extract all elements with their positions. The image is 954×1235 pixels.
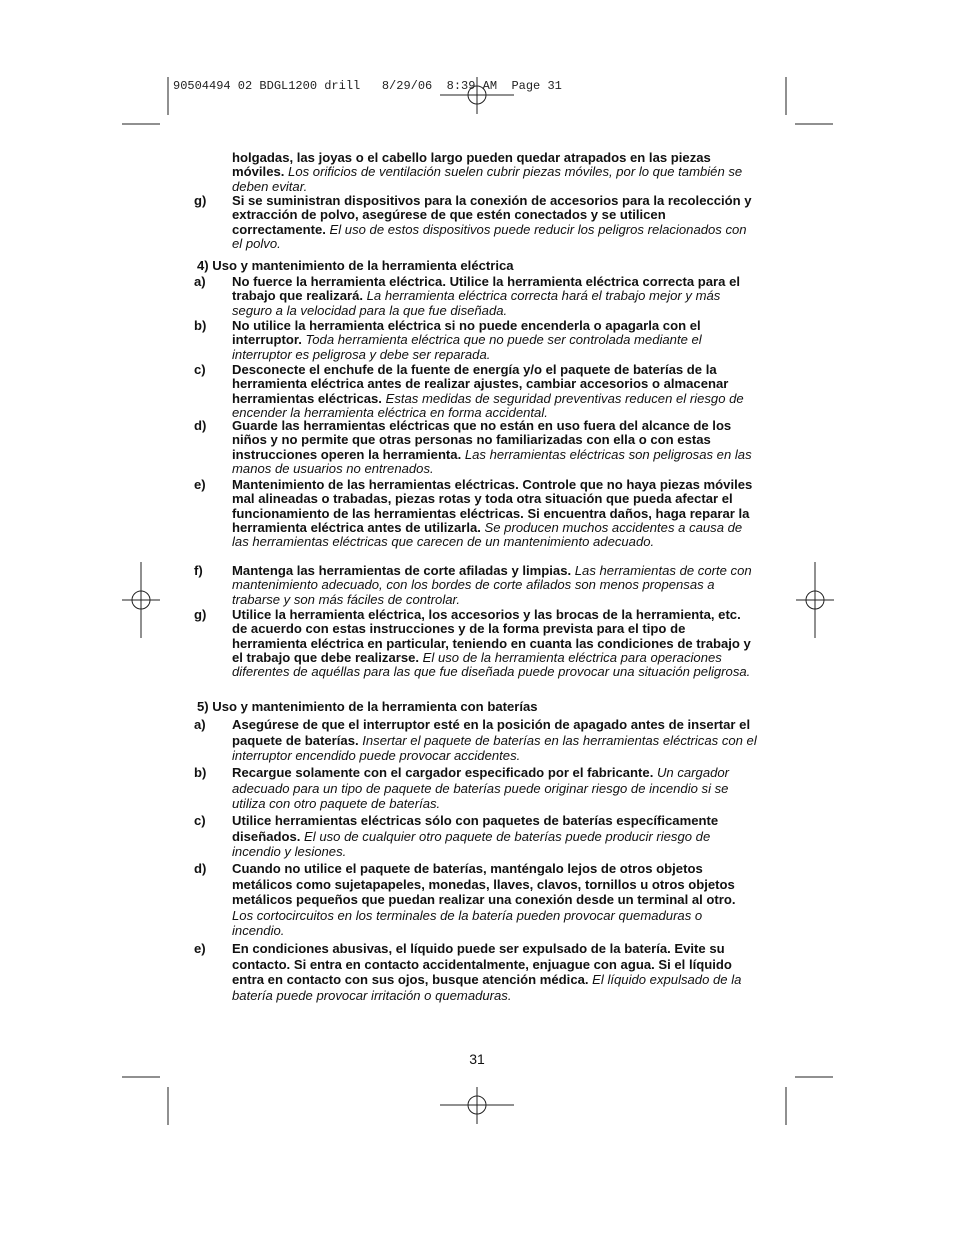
item-label: g) xyxy=(194,193,207,208)
list-item xyxy=(194,362,758,420)
item-bold: Mantenga las herramientas de corte afiladas y limpias. xyxy=(232,563,572,578)
section-heading: 4) Uso y mantenimiento de la herramienta eléctrica xyxy=(197,258,514,273)
list-item xyxy=(194,813,758,860)
section-heading: 5) Uso y mantenimiento de la herramienta con baterías xyxy=(197,699,538,714)
list-item xyxy=(194,318,758,362)
item-label: e) xyxy=(194,941,206,956)
list-item xyxy=(194,274,758,318)
item-bold: Desconecte el enchufe de la fuente de energía y/o el paquete de baterías de la herramienta eléctrica antes de realizar ajustes, cambiar accesorios o almacenar herramientas eléctricas. xyxy=(232,362,729,406)
item-bold: Guarde las herramientas eléctricas que no están en uso fuera del alcance de los niños y no permite que otras personas no familiarizadas con ella o con estas instrucciones operen la herramienta. xyxy=(232,418,732,462)
item-italic: La herramienta eléctrica correcta hará el trabajo mejor y más seguro a la velocidad para la que fue diseñada. xyxy=(232,288,721,318)
continuation-paragraph xyxy=(232,151,762,194)
list-item xyxy=(194,193,758,251)
item-bold: No fuerce la herramienta eléctrica. Utilice la herramienta eléctrica correcta para el trabajo que realizará. xyxy=(232,274,740,304)
item-italic: El uso de cualquier otro paquete de baterías puede producir riesgo de incendio y lesiones. xyxy=(232,828,711,860)
item-bold: Mantenimiento de las herramientas eléctricas. Controle que no haya piezas móviles mal alineadas o trabadas, piezas rotas y toda otra situación que pueda afectar el funcionamiento de las herramientas eléctricas. Si encuentra daños, haga reparar la herramienta eléctrica antes de utilizarla. xyxy=(232,477,753,535)
list-item xyxy=(194,477,758,550)
page-number: 31 xyxy=(469,1051,485,1067)
item-italic: El líquido expulsado de la batería puede provocar irritación o quemaduras. xyxy=(232,972,742,1003)
item-bold: No utilice la herramienta eléctrica si no puede encenderla o apagarla con el interruptor. xyxy=(232,318,701,348)
item-italic: Las herramientas de corte con mantenimiento adecuado, con los bordes de corte afilados son menos propensas a trabarse y son más fáciles de controlar. xyxy=(232,563,752,607)
item-bold: Utilice herramientas eléctricas sólo con paquetes de baterías específicamente diseñados. xyxy=(232,813,719,844)
item-italic: Los cortocircuitos en los terminales de la batería pueden provocar quemaduras o incendio. xyxy=(232,907,703,939)
item-label: c) xyxy=(194,813,206,828)
item-label: d) xyxy=(194,861,207,876)
item-label: c) xyxy=(194,362,206,377)
item-italic: El uso de estos dispositivos puede reducir los peligros relacionados con el polvo. xyxy=(232,221,747,251)
item-label: b) xyxy=(194,318,207,333)
item-label: g) xyxy=(194,607,207,622)
item-bold: Asegúrese de que el interruptor esté en la posición de apagado antes de insertar el paquete de baterías. xyxy=(232,717,751,748)
item-italic: Un cargador adecuado para un tipo de paquete de baterías puede originar riesgo de incendio si se utiliza con otro paquete de baterías. xyxy=(232,765,730,812)
item-bold: Utilice la herramienta eléctrica, los accesorios y las brocas de la herramienta, etc. de acuerdo con estas instrucciones y de la forma prevista para el tipo de herramienta eléctrica en particular, teniendo en cuanta las condiciones de trabajo y el trabajo que debe realizarse. xyxy=(232,607,751,665)
item-label: e) xyxy=(194,477,206,492)
item-italic: Insertar el paquete de baterías en las herramientas eléctricas con el interruptor encendido puede provocar accidentes. xyxy=(232,732,757,764)
list-item xyxy=(194,563,758,607)
item-label: f) xyxy=(194,563,203,578)
list-item xyxy=(194,941,758,1003)
list-item xyxy=(194,765,758,812)
item-label: b) xyxy=(194,765,207,780)
item-italic: El uso de la herramienta eléctrica para operaciones diferentes de aquéllas para las que fue diseñada puede provocar una situación peligrosa. xyxy=(232,649,751,680)
list-item xyxy=(194,861,758,939)
item-bold: Si se suministran dispositivos para la conexión de accesorios para la recolección y extracción de polvo, asegúrese de que estén conectados y se utilicen correctamente. xyxy=(232,193,752,237)
list-item xyxy=(194,607,758,680)
item-bold: Recargue solamente con el cargador especificado por el fabricante. xyxy=(232,765,654,780)
continuation-italic: Los orificios de ventilación suelen cubrir piezas móviles, por lo que también se deben evitar. xyxy=(232,164,743,194)
print-slug: 90504494 02 BDGL1200 drill 8/29/06 8:39 AM Page 31 xyxy=(173,79,562,93)
item-label: a) xyxy=(194,717,206,732)
item-italic: Se producen muchos accidentes a causa de las herramientas eléctricas que carecen de un mantenimiento adecuado. xyxy=(232,519,743,550)
item-bold: En condiciones abusivas, el líquido puede ser expulsado de la batería. Evite su contacto. Si entra en contacto accidentalmente, enjuague con agua. Si el líquido entra en contacto con sus ojos, busque atención médica. xyxy=(232,941,732,988)
list-item xyxy=(194,418,758,476)
list-item xyxy=(194,717,758,764)
item-label: a) xyxy=(194,274,206,289)
item-italic: Estas medidas de seguridad preventivas reducen el riesgo de encender la herramienta eléctrica en forma accidental. xyxy=(232,390,744,420)
item-italic: Toda herramienta eléctrica que no puede ser controlada mediante el interruptor es peligrosa y debe ser reparada. xyxy=(232,332,702,362)
item-bold: Cuando no utilice el paquete de baterías, manténgalo lejos de otros objetos metálicos como sujetapapeles, monedas, llaves, clavos, tornillos u otros objetos metálicos pequeños que puedan realizar una conexión desde un terminal al otro. xyxy=(232,861,736,908)
item-italic: Las herramientas eléctricas son peligrosas en las manos de usuarios no entrenados. xyxy=(232,446,752,476)
continuation-bold: holgadas, las joyas o el cabello largo pueden quedar atrapados en las piezas móviles. xyxy=(232,150,711,180)
item-label: d) xyxy=(194,418,207,433)
